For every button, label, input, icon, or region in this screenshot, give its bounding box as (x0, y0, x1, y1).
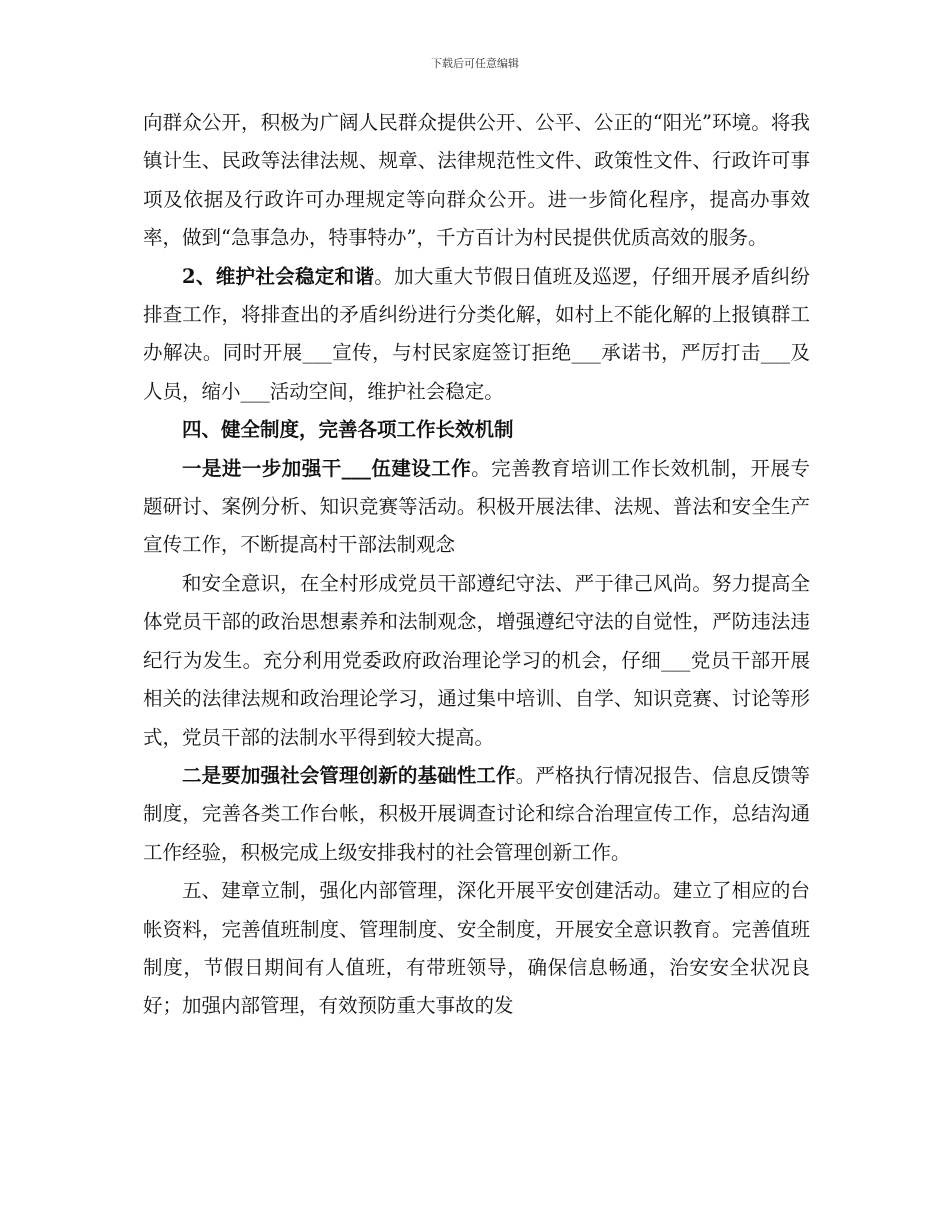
paragraph-section-five (143, 872, 810, 1026)
paragraph-text: 。加大重大节假日值班及巡逻，仔细开展矛盾纠纷排查工作，将排查出的矛盾纠纷进行分类化解，如村上不能化解的上报镇群工办解决。同时开展___宣传，与村民家庭签订拒绝___承诺书，严厉打击___及人员，缩小___活动空间，维护社会稳定。 (143, 264, 810, 403)
paragraph-text: 五、建章立制，强化内部管理，深化开展平安创建活动。建立了相应的台帐资料，完善值班制度、管理制度、安全制度，开展安全意识教育。完善值班制度，节假日期间有人值班，有带班领导，确保信息畅通，治安安全状况良好；加强内部管理，有效预防重大事故的发 (143, 879, 810, 1018)
paragraph-text: 和安全意识，在全村形成党员干部遵纪守法、严于律己风尚。努力提高全体党员干部的政治思想素养和法制观念，增强遵纪守法的自觉性，严防违法违纪行为发生。充分利用党委政府政治理论学习的机会，仔细___党员干部开展相关的法律法规和政治理论学习，通过集中培训、自学、知识竞赛、讨论等形式，党员干部的法制水平得到较大提高。 (143, 571, 810, 749)
paragraph-social-management (143, 757, 810, 872)
paragraph-text: 。严格执行情况报告、信息反馈等制度，完善各类工作台帐，积极开展调查讨论和综合治理宣传工作，总结沟通工作经验，积极完成上级安排我村的社会管理创新工作。 (143, 763, 810, 864)
paragraph-public-disclosure (143, 104, 810, 258)
paragraph-text: 向群众公开，积极为广阔人民群众提供公开、公平、公正的“阳光”环境。将我镇计生、民政等法律法规、规章、法律规范性文件、政策性文件、行政许可事项及依据及行政许可办理规定等向群众公开。进一步简化程序，提高办事效率，做到“急事急办，特事特办”，千方百计为村民提供优质高效的服务。 (143, 111, 810, 250)
paragraph-social-stability (143, 258, 810, 412)
paragraph-lead: 一是进一步加强干___伍建设工作 (182, 456, 472, 480)
paragraph-text: 。完善教育培训工作长效机制，开展专题研讨、案例分析、知识竞赛等活动。积极开展法律、法规、普法和安全生产宣传工作，不断提高村干部法制观念 (143, 456, 810, 557)
page-header: 下载后可任意编辑 (431, 57, 519, 70)
paragraph-lead: 二是要加强社会管理创新的基础性工作 (182, 763, 516, 787)
document-body (143, 104, 810, 1026)
section-heading-four (143, 411, 810, 449)
paragraph-safety-awareness (143, 565, 810, 757)
paragraph-lead: 2、维护社会稳定和谐 (182, 264, 375, 288)
heading-text: 四、健全制度，完善各项工作长效机制 (182, 418, 514, 442)
paragraph-team-building (143, 450, 810, 565)
